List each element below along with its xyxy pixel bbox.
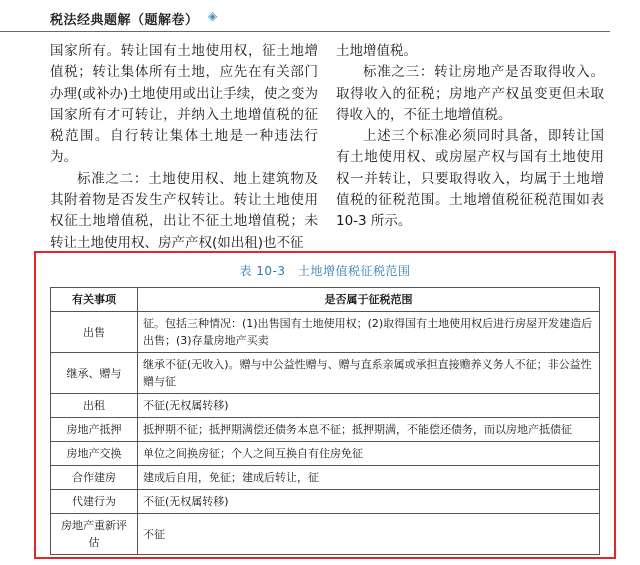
page-header xyxy=(0,0,640,30)
right-paragraph-3: 上述三个标准必须同时具备，即转让国有土地使用权、或房屋产权与国有土地使用权一并转让，只要取得收入，均属于土地增值税的征税范围。土地增值税征税范围如表10-3 所示。 xyxy=(336,128,604,230)
table-row xyxy=(51,490,600,514)
row-item: 出售 xyxy=(51,312,138,353)
row-desc: 征。包括三种情况：(1)出售国有土地使用权；(2)取得国有土地使用权后进行房屋开发建造后出售；(3)存量房地产买卖 xyxy=(138,312,600,353)
left-paragraph-2: 标准之二：土地使用权、地上建筑物及其附着物是否发生产权转让。转让土地使用权征土地增值税，出让不征土地增值税；未转让土地使用权、房产产权(如出租)也不征 xyxy=(50,170,318,251)
row-desc: 单位之间换房征；个人之间互换自有住房免征 xyxy=(138,442,600,466)
row-item: 房地产交换 xyxy=(51,442,138,466)
table-caption: 表 10-3 土地增值税征税范围 xyxy=(239,264,411,278)
header-scope: 是否属于征税范围 xyxy=(138,288,600,312)
row-desc: 不征(无权属转移) xyxy=(138,490,600,514)
table-row xyxy=(51,466,600,490)
right-text-column xyxy=(336,41,604,233)
table-row xyxy=(51,312,600,353)
table-row xyxy=(51,353,600,394)
row-desc: 不征(无权属转移) xyxy=(138,394,600,418)
row-desc: 抵押期不征；抵押期满偿还债务本息不征；抵押期满，不能偿还债务，而以房地产抵债征 xyxy=(138,418,600,442)
highlighted-table-region xyxy=(34,251,616,559)
row-desc: 继承不征(无收入)。赠与中公益性赠与、赠与直系亲属或承担直接赡养义务人不征；非公益性赠与征 xyxy=(138,353,600,394)
left-text-column xyxy=(50,41,318,254)
left-paragraph-1: 国家所有。转让国有土地使用权，征土地增值税；转让集体所有土地，应先在有关部门办理(或补办)土地使用或出让手续，使之变为国家所有才可转让，并纳入土地增值税的征税范围。自行转让集体土地是一种违法行为。 xyxy=(50,43,318,166)
table-row xyxy=(51,514,600,555)
row-desc: 不征 xyxy=(138,514,600,555)
table-row xyxy=(51,442,600,466)
table-row xyxy=(51,418,600,442)
row-item: 出租 xyxy=(51,394,138,418)
header-item: 有关事项 xyxy=(51,288,138,312)
row-desc: 建成后自用，免征；建成后转让，征 xyxy=(138,466,600,490)
row-item: 继承、赠与 xyxy=(51,353,138,394)
row-item: 合作建房 xyxy=(51,466,138,490)
tax-scope-table xyxy=(50,287,600,555)
table-row xyxy=(51,394,600,418)
table-header-row xyxy=(51,288,600,312)
running-title: 税法经典题解（题解卷） xyxy=(50,13,199,28)
right-paragraph-2: 标准之三：转让房地产是否取得收入。取得收入的征税；房地产产权虽变更但未取得收入的，不征土地增值税。 xyxy=(336,64,604,123)
header-divider xyxy=(0,31,610,32)
row-item: 代建行为 xyxy=(51,490,138,514)
diamond-ornament-icon: ◈ xyxy=(208,9,218,23)
right-paragraph-1: 土地增值税。 xyxy=(336,43,417,59)
row-item: 房地产抵押 xyxy=(51,418,138,442)
row-item: 房地产重新评估 xyxy=(51,514,138,555)
